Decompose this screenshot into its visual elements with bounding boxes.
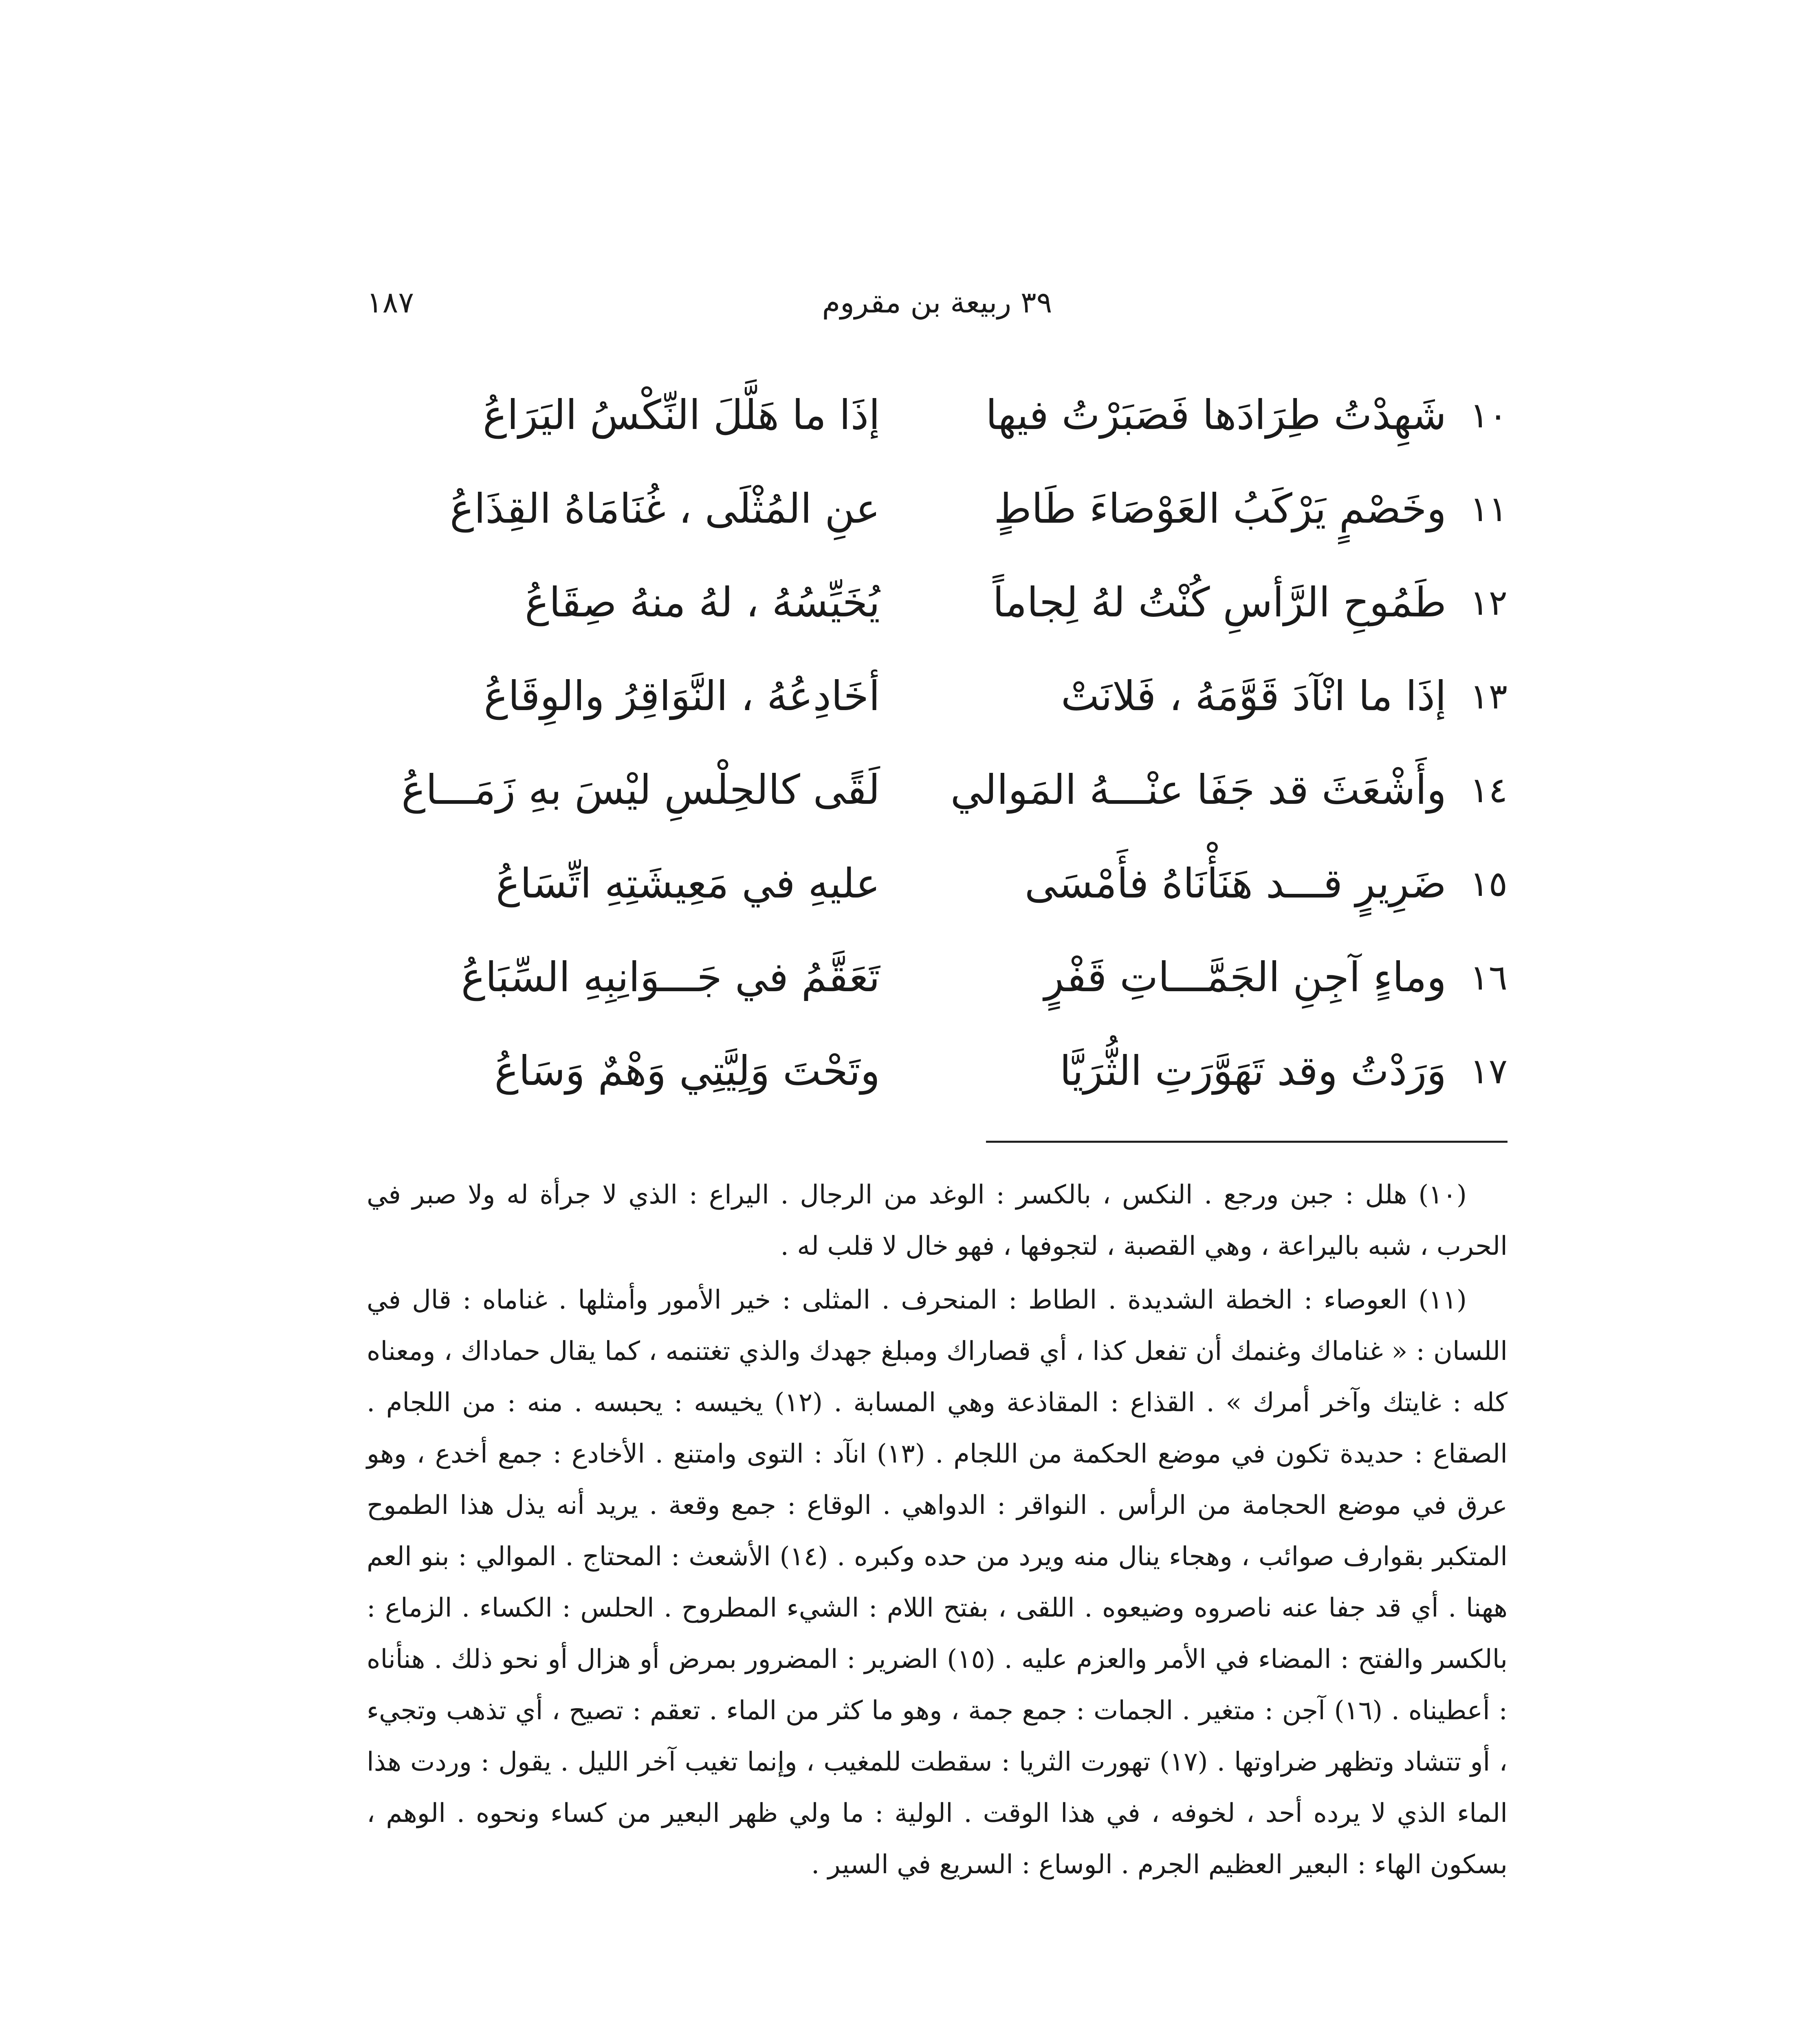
running-header [367, 285, 1507, 330]
verse-number: ١٧ [1470, 1051, 1507, 1092]
first-hemistich: وأَشْعَثَ قد جَفَا عنْـــهُ المَوالي [950, 766, 1446, 814]
commentary-notes [367, 1169, 1507, 1893]
verse-number: ١٤ [1470, 770, 1507, 811]
first-hemistich: وَرَدْتُ وقد تَهَوَّرَتِ الثُّرَيَّا [1059, 1047, 1446, 1095]
second-hemistich: لَقًى كالحِلْسِ ليْسَ بهِ زَمَـــاعُ [401, 766, 880, 814]
verse-number: ١٥ [1470, 864, 1507, 904]
verse-15 [367, 847, 1507, 941]
footnote-divider [986, 1141, 1507, 1143]
page-number: ١٨٧ [367, 285, 414, 319]
note-paragraph: (١١) العوصاء : الخطة الشديدة . الطاط : المنحرف . المثلى : خير الأمور وأمثلها . غناماه : قال في اللسان : « غناماك وغنمك أن تفعل كذا ، أي قصاراك ومبلغ جهدك والذي تغتنمه ، كما يقال حماداك ، ومعناه كله : غايتك وآخر أمرك » . القذاع : المقاذعة وهي المسابة . (١٢) يخيسه : يحبسه . منه : من اللجام . الصقاع : حديدة تكون في موضع الحكمة من اللجام . (١٣) انآد : التوى وامتنع . الأخادع : جمع أخدع ، وهو عرق في موضع الحجامة من الرأس . النواقر : الدواهي . الوقاع : جمع وقعة . يريد أنه يذل هذا الطموح المتكبر بقوارف صوائب ، وهجاء ينال منه ويرد من حده وكبره . (١٤) الأشعث : المحتاج . الموالي : بنو العم ههنا . أي قد جفا عنه ناصروه وضيعوه . اللقى ، بفتح اللام : الشيء المطروح . الحلس : الكساء . الزماع : بالكسر والفتح : المضاء في الأمر والعزم عليه . (١٥) الضرير : المضرور بمرض أو هزال أو نحو ذلك . هنأناه : أعطيناه . (١٦) آجن : متغير . الجمات : جمع جمة ، وهو ما كثر من الماء . تعقم : تصيح ، أي تذهب وتجيء ، أو تتشاد وتظهر ضراوتها . (١٧) تهورت الثريا : سقطت للمغيب ، وإنما تغيب آخر الليل . يقول : وردت هذا الماء الذي لا يرده أحد ، لخوفه ، في هذا الوقت . الولية : ما ولي ظهر البعير من كساء ونحوه . الوهم ، بسكون الهاء : البعير العظيم الجرم . الوساع : السريع في السير . [367, 1285, 1508, 1880]
note-paragraph: (١٠) هلل : جبن ورجع . النكس ، بالكسر : الوغد من الرجال . اليراع : الذي لا جرأة له ولا صبر في الحرب ، شبه باليراعة ، وهي القصبة ، لتجوفها ، فهو خال لا قلب له . [367, 1180, 1507, 1261]
verse-16 [367, 941, 1507, 1035]
second-hemistich: يُخَيِّسُهُ ، لهُ منهُ صِقَاعُ [525, 579, 880, 626]
second-hemistich: عليهِ في مَعِيشَتِهِ اتِّسَاعُ [495, 860, 880, 907]
poem [367, 379, 1507, 1128]
verse-12 [367, 566, 1507, 660]
second-hemistich: إذَا ما هَلَّلَ النِّكْسُ اليَرَاعُ [482, 391, 880, 439]
verse-11 [367, 473, 1507, 566]
second-hemistich: عنِ المُثْلَى ، غُنَامَاهُ القِذَاعُ [449, 485, 880, 532]
second-hemistich: تَعَقَّمُ في جَـــوَانِبِهِ السِّبَاعُ [461, 953, 880, 1001]
first-hemistich: وماءٍ آجِنِ الجَمَّـــاتِ قَفْرٍ [1044, 953, 1446, 1001]
verse-number: ١١ [1470, 489, 1507, 530]
verse-13 [367, 660, 1507, 754]
verse-number: ١٣ [1470, 676, 1507, 717]
verse-number: ١٠ [1470, 395, 1507, 436]
verse-10 [367, 379, 1507, 473]
first-hemistich: طَمُوحِ الرَّأسِ كُنْتُ لهُ لِجاماً [993, 579, 1446, 626]
verse-17 [367, 1035, 1507, 1128]
first-hemistich: شَهِدْتُ طِرَادَها فَصَبَرْتُ فيها [986, 391, 1446, 439]
second-hemistich: وتَحْتَ وَلِيَّتِي وَهْمٌ وَسَاعُ [494, 1047, 880, 1095]
running-title: ٣٩ ربيعة بن مقروم [822, 285, 1052, 319]
verse-number: ١٢ [1470, 583, 1507, 623]
verse-number: ١٦ [1470, 957, 1507, 998]
first-hemistich: ضَرِيرٍ قـــد هَنَأْنَاهُ فأَمْسَى [1024, 860, 1446, 907]
first-hemistich: وخَصْمٍ يَرْكَبُ العَوْصَاءَ طَاطٍ [994, 485, 1446, 532]
verse-14 [367, 754, 1507, 847]
first-hemistich: إذَا ما انْآدَ قَوَّمَهُ ، فَلانَتْ [1061, 672, 1446, 720]
second-hemistich: أخَادِعُهُ ، النَّوَاقِرُ والوِقَاعُ [484, 672, 880, 720]
